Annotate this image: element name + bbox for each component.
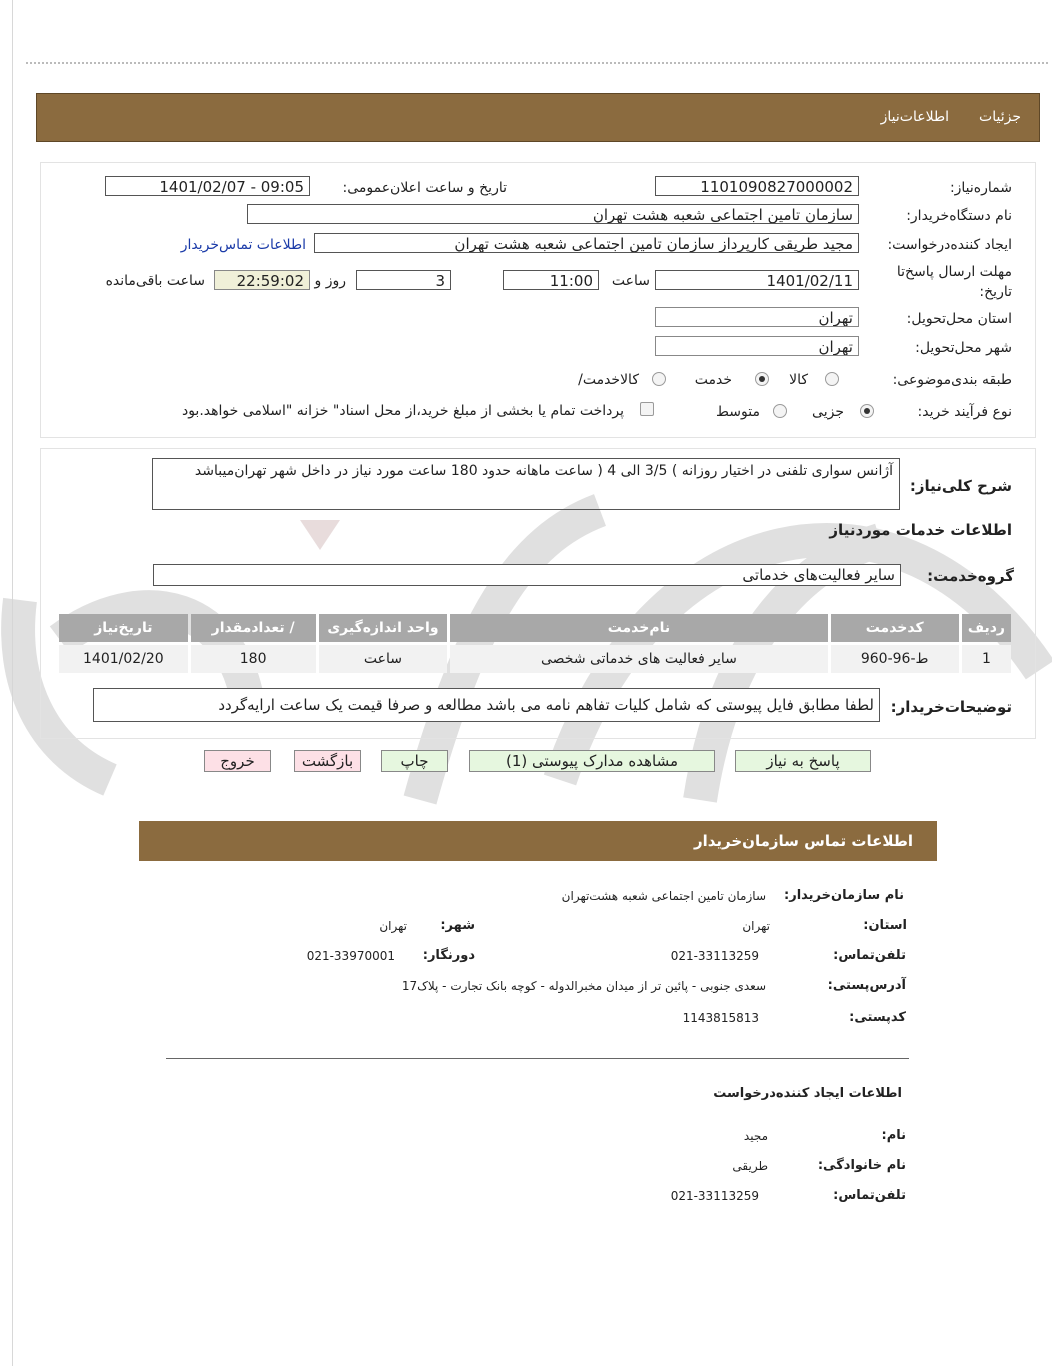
category-option-service: خدمت [694,372,732,388]
creator-info-title: اطلاعات ایجاد کننده‌درخواست [713,1086,902,1101]
description-box: آژانس سواری تلفنی در اختیار روزانه ) 3/5 الی 4 ( ساعت ماهانه حدود 180 ساعت مورد نیاز در داخل شهر تهران‌میباشد [152,458,900,510]
cell-code: ط-96-960 [831,645,959,673]
cell-qty: 180 [191,645,316,673]
view-documents-button[interactable]: مشاهده مدارک پیوستی (1) [469,750,715,772]
back-button[interactable]: بازگشت [294,750,361,772]
fax-value: 021-33970001 [306,949,395,963]
category-option-goods-service: کالا‌خدمت/ [578,372,639,388]
category-radio-service[interactable] [755,372,769,386]
deadline-label-line2: تاریخ: [979,284,1012,300]
creator-family-label: نام خانوادگی: [817,1158,906,1173]
tab-need-info[interactable]: اطلاعات‌نیاز [880,109,949,125]
exit-button[interactable]: خروج [204,750,271,772]
process-type-label: نوع فرآیند خرید: [917,404,1012,420]
category-radio-goods[interactable] [825,372,839,386]
table-header-row [59,614,1011,642]
reply-button[interactable]: پاسخ به نیاز [735,750,871,772]
cell-date: 1401/02/20 [59,645,188,673]
city-label: شهر محل‌تحویل: [915,340,1012,356]
category-radio-goods-service[interactable] [652,372,666,386]
deadline-date-field: 1401/02/11 [655,270,859,290]
contact-phone-label: تلفن‌تماس: [833,948,906,963]
creator-phone-value: 021-33113259 [670,1189,759,1203]
treasury-payment-checkbox[interactable] [640,402,654,416]
creator-name-value: مجید [743,1129,768,1143]
fax-label: دورنگار: [422,948,475,963]
deadline-time-label: ساعت [611,273,650,289]
category-label: طبقه بندی‌موضوعی: [892,372,1012,388]
buyer-contact-title: اطلاعات تماس سازمان‌خریدار [693,832,913,850]
contact-city-label: شهر: [440,918,475,933]
contact-province-value: تهران [742,919,770,933]
org-name-label: نام سازمان‌خریدار: [784,888,904,903]
deadline-label-line1: مهلت ارسال پاسخ‌تا [896,264,1012,280]
deadline-time-field: 11:00 [503,270,599,290]
announce-date-label: تاریخ و ساعت اعلان‌عمومی: [342,180,507,196]
table-row [59,645,1011,673]
col-code-header: کدخدمت [831,614,959,642]
buyer-org-label: نام دستگاه‌خریدار: [906,208,1012,224]
address-value: سعدی جنوبی - پائین تر از میدان مخبرالدوله - کوچه بانک تجارت - پلاک17 [401,979,766,993]
buyer-contact-header [139,821,937,861]
postal-code-value: 1143815813 [682,1011,759,1025]
address-label: آدرس‌پستی: [827,978,906,993]
remaining-time-field: 22:59:02 [214,270,310,290]
org-name-value: سازمان تامین اجتماعی شعبه هشت‌تهران [561,889,766,903]
buyer-contact-link[interactable]: اطلاعات تماس‌خریدار [180,237,306,253]
contact-phone-value: 021-33113259 [670,949,759,963]
creator-family-value: طریقی [732,1159,768,1173]
process-radio-medium[interactable] [773,404,787,418]
tab-details[interactable]: جزئيات [979,109,1021,125]
buyer-org-field: سازمان تامین اجتماعی شعبه هشت تهران [247,204,859,224]
cell-name: سایر فعالیت های خدماتی شخصی [450,645,827,673]
col-unit-header: واحد اندازه‌گیری [319,614,448,642]
days-label: روز و [314,273,346,289]
province-label: استان محل‌تحویل: [906,311,1012,327]
service-group-field: سایر فعالیت‌های خدماتی [153,564,901,586]
creator-phone-label: تلفن‌تماس: [833,1188,906,1203]
services-table [56,611,1014,676]
dotted-divider [26,62,1048,64]
contact-city-value: تهران [379,919,407,933]
description-label: شرح کلی‌نیاز: [909,477,1012,495]
process-radio-minor[interactable] [860,404,874,418]
postal-code-label: کدپستی: [849,1010,906,1025]
cell-unit: ساعت [319,645,448,673]
details-header [36,93,1040,142]
need-number-field: 1101090827000002 [655,176,859,196]
buyer-notes-field: لطفا مطابق فایل پیوستی که شامل کلیات تفاهم نامه می باشد مطالعه و صرفا قیمت یک ساعت ارایه‌گردد [93,688,880,722]
city-field: تهران [655,336,859,356]
province-field: تهران [655,307,859,327]
col-qty-header: / تعدادمقدار [191,614,316,642]
process-option-medium: متوسط [716,404,760,420]
services-heading: اطلاعات خدمات موردنیاز [829,521,1012,539]
contact-province-label: استان: [863,918,907,933]
creator-field: مجید طریقی کارپرداز سازمان تامین اجتماعی شعبه هشت تهران [314,233,859,253]
print-button[interactable]: چاپ [381,750,448,772]
process-option-minor: جزیی [812,404,844,420]
creator-name-label: نام: [881,1128,906,1143]
contact-divider [166,1058,909,1059]
days-remaining-field: 3 [356,270,451,290]
need-number-label: شماره‌نیاز: [949,180,1012,196]
service-group-label: گروه‌خدمت: [927,567,1014,585]
announce-date-field: 1401/02/07 - 09:05 [105,176,310,196]
creator-label: ایجاد کننده‌درخواست: [887,237,1012,253]
cell-row: 1 [962,645,1011,673]
treasury-payment-note: پرداخت تمام یا بخشی از مبلغ خرید،از محل اسناد" خزانه "اسلامی خواهد.بود [181,403,624,419]
left-rule [12,0,13,1366]
col-date-header: تاریخ‌نیاز [59,614,188,642]
remaining-time-label: ساعت باقی‌مانده [105,273,205,289]
category-option-goods: کالا [789,372,808,388]
col-name-header: نام‌خدمت [450,614,827,642]
col-row-header: ردیف [962,614,1011,642]
buyer-notes-label: توضیحات‌خریدار: [890,698,1012,716]
